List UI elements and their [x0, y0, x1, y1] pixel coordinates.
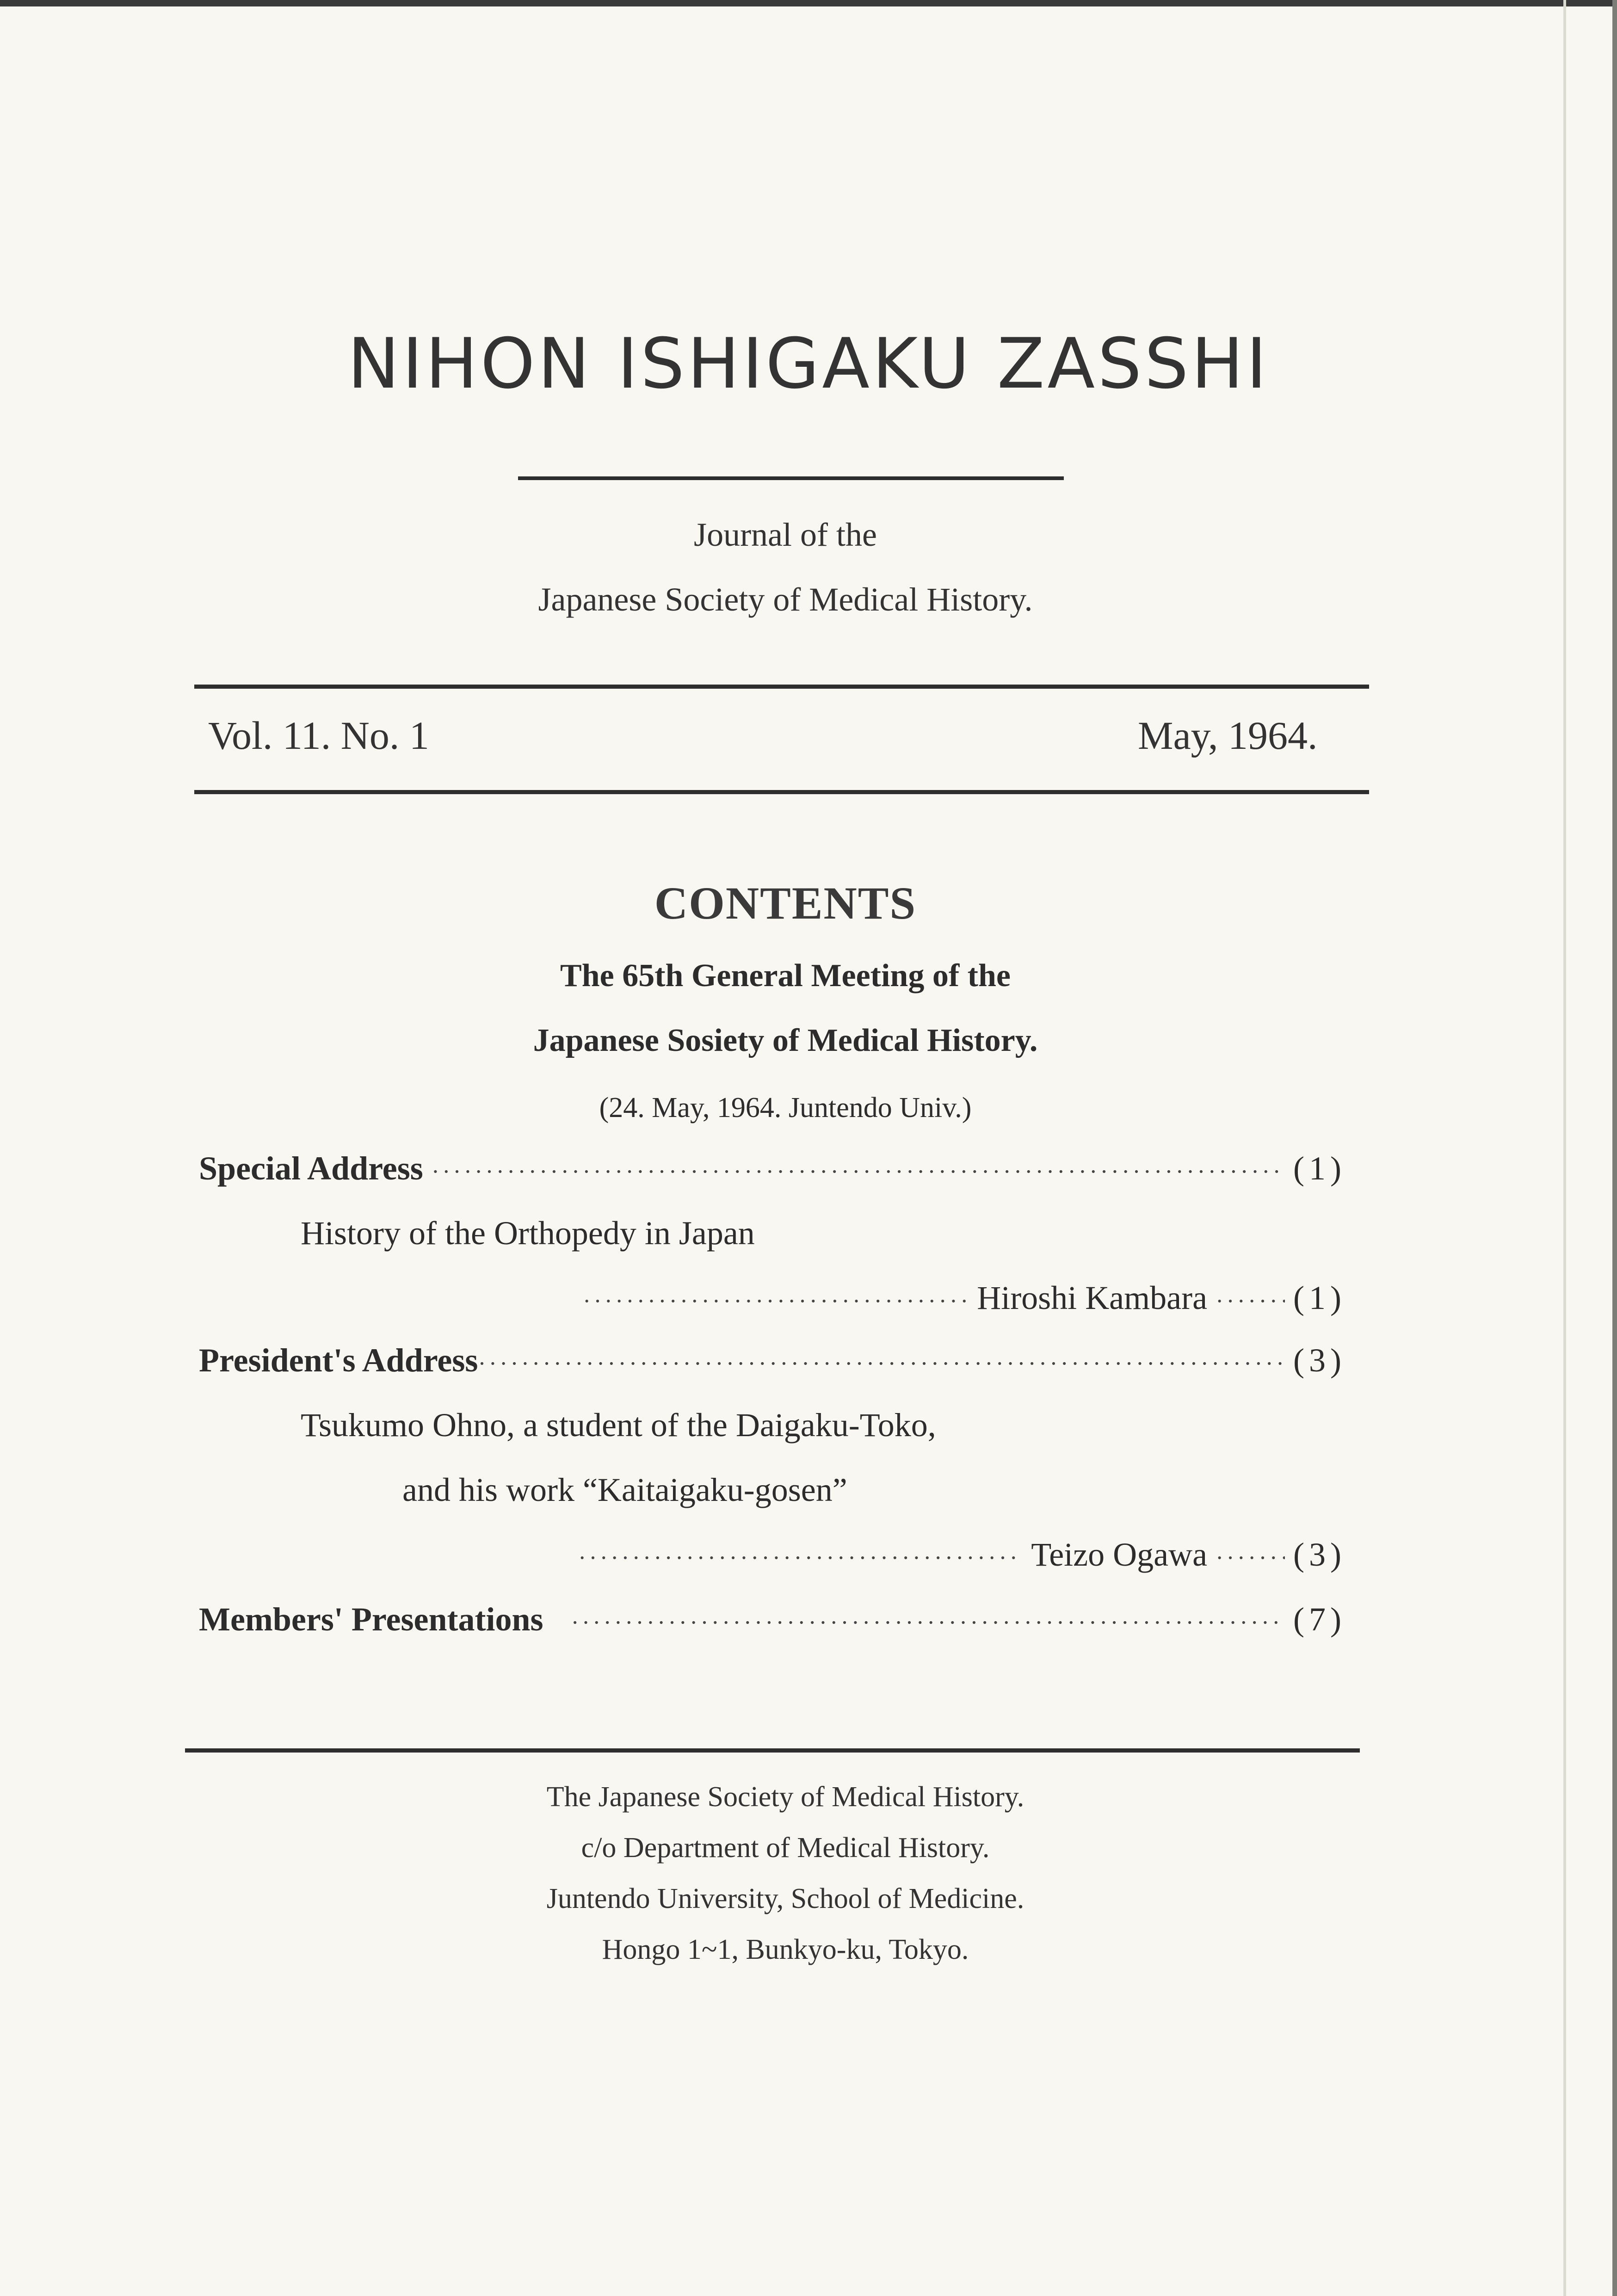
toc-article-title-line-2: and his work “Kaitaigaku-gosen” — [402, 1471, 847, 1508]
subtitle-line-1: Journal of the — [694, 516, 877, 553]
toc-label: President's Address — [199, 1342, 478, 1379]
dot-leader — [583, 1288, 969, 1315]
toc-entry-kambara — [583, 1279, 1346, 1317]
title-rule — [518, 476, 1064, 480]
footer-line-4: Hongo 1~1, Bunkyo-ku, Tokyo. — [602, 1934, 969, 1965]
meeting-date: (24. May, 1964. Juntendo Univ.) — [599, 1092, 972, 1123]
meeting-line-1: The 65th General Meeting of the — [560, 958, 1011, 994]
page-number: (3) — [1293, 1342, 1346, 1379]
footer-line-3: Juntendo University, School of Medicine. — [546, 1883, 1025, 1914]
issue-rule-bottom — [194, 790, 1369, 794]
toc-entry-special-address — [199, 1149, 1346, 1188]
meeting-line-2: Japanese Sosiety of Medical History. — [533, 1023, 1038, 1058]
issue-rule-top — [194, 685, 1369, 689]
dot-leader — [1216, 1544, 1285, 1572]
dot-leader — [432, 1158, 1285, 1185]
footer-line-2: c/o Department of Medical History. — [581, 1832, 990, 1864]
toc-label: Special Address — [199, 1150, 423, 1187]
footer-line-1: The Japanese Society of Medical History. — [546, 1781, 1025, 1813]
scan-edge-top — [0, 0, 1617, 6]
page-number: (1) — [1293, 1150, 1346, 1187]
toc-article-title: History of the Orthopedy in Japan — [301, 1215, 755, 1252]
toc-entry-presidents-address — [199, 1341, 1346, 1380]
toc-author: Teizo Ogawa — [1031, 1536, 1208, 1573]
dot-leader — [1216, 1288, 1285, 1315]
subtitle-line-2: Japanese Society of Medical History. — [538, 581, 1033, 618]
contents-heading: CONTENTS — [654, 877, 917, 929]
toc-author: Hiroshi Kambara — [977, 1279, 1208, 1316]
dot-leader — [578, 1544, 1023, 1572]
page-number: (1) — [1293, 1279, 1346, 1316]
footer-rule — [185, 1748, 1360, 1753]
page-number: (3) — [1293, 1536, 1346, 1573]
dot-leader — [478, 1350, 1285, 1377]
issue-date: May, 1964. — [1138, 713, 1318, 758]
issue-volume: Vol. 11. No. 1 — [208, 713, 429, 758]
toc-label: Members' Presentations — [199, 1601, 543, 1638]
journal-title: NIHON ISHIGAKU ZASSHI — [347, 324, 1270, 404]
page-number: (7) — [1293, 1601, 1346, 1638]
dot-leader — [571, 1609, 1285, 1636]
toc-entry-ogawa — [578, 1536, 1346, 1574]
toc-article-title-line-1: Tsukumo Ohno, a student of the Daigaku-Toko, — [301, 1407, 936, 1444]
toc-entry-members-presentations — [199, 1600, 1346, 1639]
